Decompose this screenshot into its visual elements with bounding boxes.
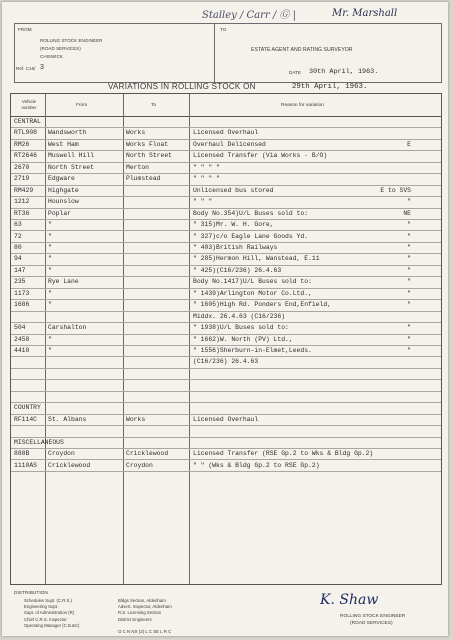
- table-row: [11, 254, 441, 265]
- cell-reason: " 1556)Sherburn-in-Elmet,Leeds.: [193, 347, 312, 354]
- distribution-entry: Chief C.R.S. Inspector: [24, 616, 67, 622]
- cell-reason: " 403)British Railways: [193, 243, 278, 251]
- ref-value: 3: [40, 64, 44, 71]
- cell-status-mark: ": [407, 301, 411, 309]
- col-header-reason: Reason for variation: [281, 103, 324, 108]
- variations-table: [10, 93, 442, 585]
- cell-reason: Licensed Overhaul: [193, 129, 259, 137]
- cell-reason: Unlicensed bus stored: [193, 186, 274, 194]
- cell-status-mark: E: [407, 140, 411, 148]
- cell-from: ": [48, 255, 52, 263]
- cell-reason: Licensed Overhaul: [193, 415, 259, 423]
- cell-reason: " " " ": [193, 175, 220, 183]
- from-line-3: CHISWICK: [40, 54, 63, 59]
- cell-to: North Street: [126, 152, 173, 160]
- cell-from: Muswell Hill: [48, 152, 95, 160]
- cell-from: ": [48, 301, 52, 309]
- cell-status-mark: ": [407, 243, 411, 251]
- cell-vehicle: 72: [14, 232, 22, 240]
- cell-from: Carshalton: [48, 324, 87, 332]
- table-row: [11, 461, 441, 472]
- signature-title-1: ROLLING STOCK ENGINEER: [340, 614, 406, 619]
- cell-reason: " 285)Hermon Hill, Wanstead, E.11: [193, 255, 320, 263]
- table-row: [11, 312, 441, 323]
- cell-vehicle: RF114C: [14, 415, 38, 423]
- cell-to: Cricklewood: [126, 450, 169, 458]
- handwritten-initials-scribble: Stalley / ⁠Carr / Ⓖ ⁠|: [202, 10, 296, 21]
- title-date: 29th April, 1963.: [292, 83, 368, 91]
- cell-vehicle: 147: [14, 266, 26, 274]
- cell-status-mark: ": [407, 255, 411, 263]
- distribution-entry: R.S. Licensing Section: [118, 610, 162, 616]
- handwritten-note: Mr. Marshall: [332, 8, 398, 19]
- table-row: [11, 335, 441, 346]
- from-line-1: ROLLING STOCK ENGINEER: [40, 38, 103, 43]
- table-row: [11, 140, 441, 151]
- cell-from: North Street: [48, 163, 95, 171]
- table-row: [11, 277, 441, 288]
- distribution-entry: Bldgs Section, Aldenham: [118, 598, 166, 603]
- col-header-from: From: [76, 103, 88, 108]
- cell-vehicle: 4410: [14, 347, 30, 354]
- cell-reason: " " ": [193, 198, 213, 206]
- from-line-2: (ROAD SERVICES): [40, 46, 81, 51]
- date-label: DATE: [289, 70, 301, 75]
- table-row: [11, 346, 441, 357]
- cell-vehicle: MISCELLANEOUS: [14, 438, 64, 446]
- table-row: [11, 243, 441, 254]
- cell-vehicle: 1110AS: [14, 461, 38, 469]
- distribution-label: DISTRIBUTION: [14, 591, 48, 596]
- table-row: [11, 174, 441, 185]
- ref-label: Ref. C16/: [16, 66, 36, 71]
- document-page: [2, 2, 448, 636]
- cell-to: Plumstead: [126, 175, 161, 183]
- cell-vehicle: 63: [14, 221, 22, 229]
- cell-status-mark: ": [407, 278, 411, 286]
- cell-reason: " " " ": [193, 163, 220, 171]
- cell-from: ": [48, 221, 52, 229]
- cell-to: Works: [126, 129, 146, 137]
- cell-vehicle: COUNTRY: [14, 404, 41, 412]
- date-value: 30th April, 1963.: [309, 68, 379, 76]
- cell-from: Edgware: [48, 175, 75, 183]
- cell-status-mark: ": [407, 221, 411, 229]
- from-label: FROM: [18, 27, 32, 32]
- table-row: [11, 232, 441, 243]
- cell-vehicle: RTL908: [14, 129, 38, 137]
- cell-reason: " 1662)W. North (PV) Ltd.,: [193, 335, 293, 343]
- row-rule: [11, 471, 441, 472]
- cell-vehicle: 2670: [14, 163, 30, 171]
- table-row: [11, 163, 441, 174]
- distribution-entry: Operating Manager (C.B.&C): [24, 622, 80, 628]
- table-row: [11, 392, 441, 403]
- header-divider: [214, 23, 215, 83]
- cell-vehicle: RT2646: [14, 152, 38, 160]
- table-row: [11, 209, 441, 220]
- cell-from: ": [48, 243, 52, 251]
- col-header-to: To: [151, 103, 157, 108]
- cell-vehicle: 235: [14, 278, 26, 286]
- signature-title-2: (ROAD SERVICES): [350, 621, 393, 626]
- table-row: [11, 415, 441, 426]
- cell-vehicle: 2719: [14, 175, 30, 183]
- cell-reason: " 1605)High Rd. Ponders End,Enfield,: [193, 301, 332, 309]
- cell-vehicle: RM429: [14, 186, 34, 194]
- table-row: [11, 300, 441, 311]
- cell-reason: Body No.1417)U/L Buses sold to:: [193, 278, 312, 286]
- cell-from: Rye Lane: [48, 278, 79, 286]
- table-row: [11, 220, 441, 231]
- cell-to: Works Float: [126, 140, 169, 148]
- cell-vehicle: 1173: [14, 289, 30, 297]
- table-row: [11, 323, 441, 334]
- table-row: [11, 426, 441, 437]
- distribution-entry: District Engineers: [118, 616, 152, 622]
- cell-status-mark: ": [407, 198, 411, 206]
- cell-status-mark: ": [407, 232, 411, 240]
- table-row: [11, 128, 441, 139]
- cell-from: ": [48, 347, 52, 354]
- table-row: [11, 449, 441, 460]
- cell-from: Highgate: [48, 186, 79, 194]
- cell-reason: " 315)Mr. W. H. Gore,: [193, 221, 274, 229]
- cell-vehicle: 1686: [14, 301, 30, 309]
- table-row: [11, 369, 441, 380]
- cell-to: Works: [126, 415, 146, 423]
- document-title: VARIATIONS IN ROLLING STOCK ON: [108, 82, 256, 91]
- cell-from: Croydon: [48, 450, 75, 458]
- distribution-codes: O C N NX (2) L C SE L R C: [118, 629, 172, 634]
- cell-reason: Middx. 26.4.63 (C16/236): [193, 312, 286, 320]
- cell-vehicle: 2458: [14, 335, 30, 343]
- cell-reason: Overhaul Delicensed: [193, 140, 266, 148]
- cell-vehicle: CENTRAL: [14, 118, 41, 125]
- cell-vehicle: 1212: [14, 198, 30, 206]
- cell-reason: " " (Wks & Bldg Gp.2 to RSE Gp.2): [193, 461, 320, 469]
- cell-reason: " 327)c/o Eagle Lane Goods Yd.: [193, 232, 309, 240]
- table-row: [11, 380, 441, 391]
- cell-from: Hounslow: [48, 198, 79, 206]
- cell-from: Cricklewood: [48, 461, 91, 469]
- table-row: [11, 186, 441, 197]
- signature: K. Shaw: [320, 592, 379, 608]
- cell-status-mark: ": [407, 324, 411, 332]
- cell-reason: Licensed Transfer (Via Works - B/O): [193, 152, 328, 160]
- cell-vehicle: RT36: [14, 209, 30, 217]
- cell-from: Wandsworth: [48, 129, 87, 137]
- cell-vehicle: RM26: [14, 140, 30, 148]
- cell-status-mark: E to SVS: [380, 186, 411, 194]
- table-row: [11, 266, 441, 277]
- cell-from: ": [48, 266, 52, 274]
- table-row: [11, 151, 441, 162]
- cell-status-mark: ": [407, 266, 411, 274]
- cell-from: ": [48, 289, 52, 297]
- to-label: TO: [220, 27, 227, 32]
- cell-status-mark: ": [407, 347, 411, 354]
- distribution-entry: Schedules Supt. (C.R.S.): [24, 598, 73, 603]
- cell-vehicle: 80: [14, 243, 22, 251]
- to-value: ESTATE AGENT AND RATING SURVEYOR: [251, 47, 353, 53]
- table-row: [11, 438, 441, 449]
- cell-reason: " 1938)U/L Buses sold to:: [193, 324, 289, 332]
- cell-vehicle: 888B: [14, 450, 30, 458]
- table-row: [11, 403, 441, 414]
- cell-reason: Body No.354)U/L Buses sold to:: [193, 209, 309, 217]
- table-row: [11, 197, 441, 208]
- cell-from: St. Albans: [48, 415, 87, 423]
- cell-status-mark: ": [407, 335, 411, 343]
- cell-to: Merton: [126, 163, 150, 171]
- cell-from: ": [48, 335, 52, 343]
- cell-reason: (C16/236) 26.4.63: [193, 358, 259, 366]
- cell-status-mark: NE: [403, 209, 411, 217]
- cell-reason: " 1439)Arlington Motor Co.Ltd.,: [193, 289, 312, 297]
- col-header-vehicle: Vehicle number: [21, 99, 37, 110]
- table-row: [11, 289, 441, 300]
- cell-reason: " 425)(C16/236) 26.4.63: [193, 266, 282, 274]
- table-row: [11, 357, 441, 368]
- cell-from: Poplar: [48, 209, 72, 217]
- cell-from: ": [48, 232, 52, 240]
- cell-from: West Ham: [48, 140, 79, 148]
- table-row: [11, 117, 441, 128]
- cell-vehicle: 504: [14, 324, 26, 332]
- distribution-entry: Engineering Supt.: [24, 604, 59, 610]
- distribution-entry: Supt. of Administration (R): [24, 610, 75, 616]
- cell-reason: Licensed Transfer (RSE Gp.2 to Wks & Bldg Gp.2): [193, 450, 374, 458]
- cell-vehicle: 94: [14, 255, 22, 263]
- distribution-entry: Advert. Inspector, Aldenham: [118, 604, 172, 610]
- cell-to: Croydon: [126, 461, 153, 469]
- cell-status-mark: ": [407, 289, 411, 297]
